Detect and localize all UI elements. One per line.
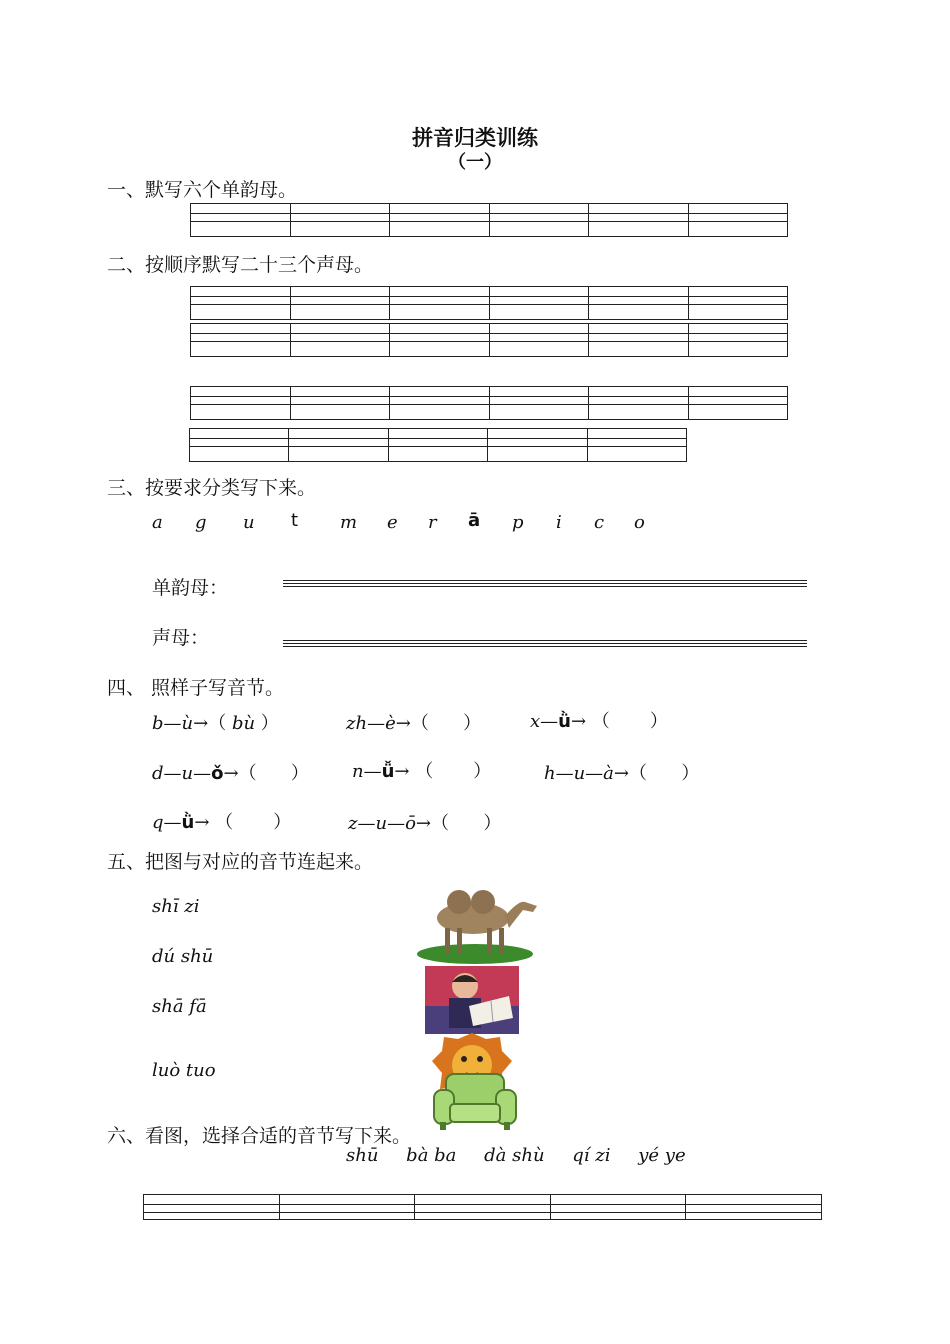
syllable-option-list — [346, 1145, 708, 1166]
syllable-option: yé ye — [638, 1145, 686, 1166]
exercise-syllable-8[interactable]: z—u—ō→（ ） — [348, 813, 502, 834]
letter-item: c — [594, 512, 605, 533]
section-6-heading: 六、看图，选择合适的音节写下来。 — [107, 1125, 412, 1147]
exercise-syllable-2[interactable]: zh—è→（ ） — [346, 713, 482, 734]
writing-grid-1[interactable] — [190, 203, 788, 237]
letter-item: o — [634, 512, 645, 533]
section-4-heading: 四、 照样子写音节。 — [107, 677, 285, 699]
letter-item: u — [243, 512, 255, 533]
section-2-heading: 二、按顺序默写二十三个声母。 — [107, 254, 374, 276]
section-1-heading: 一、默写六个单韵母。 — [107, 179, 298, 201]
syllable-option: dà shù — [484, 1145, 545, 1166]
section-3-heading: 三、按要求分类写下来。 — [107, 477, 317, 499]
matching-syllable[interactable]: luò tuo — [152, 1060, 216, 1081]
writing-grid-2c[interactable] — [190, 386, 788, 420]
exercise-syllable-3[interactable]: x—ǜ→ （ ） — [530, 711, 668, 732]
page-subtitle: （一） — [448, 152, 502, 173]
letter-item: p — [512, 512, 524, 533]
single-finals-label: 单韵母： — [152, 577, 229, 599]
letter-item: a — [152, 512, 163, 533]
exercise-syllable-6[interactable]: h—u—à→（ ） — [544, 763, 700, 784]
writing-grid-2d[interactable] — [189, 428, 687, 462]
letter-item: g — [195, 512, 207, 533]
letter-item: e — [387, 512, 398, 533]
writing-grid-6[interactable] — [143, 1194, 822, 1220]
exercise-syllable-5[interactable]: n—ǚ→ （ ） — [352, 761, 492, 782]
initials-answer-line[interactable] — [283, 640, 807, 647]
letter-item: ā — [468, 510, 481, 531]
section-5-heading: 五、把图与对应的音节连起来。 — [107, 851, 374, 873]
child-reading-image[interactable] — [425, 966, 519, 1034]
letter-item: r — [428, 512, 437, 533]
writing-grid-2b[interactable] — [190, 323, 788, 357]
letter-item: i — [556, 512, 562, 533]
syllable-option: bà ba — [406, 1145, 457, 1166]
writing-grid-2a[interactable] — [190, 286, 788, 320]
syllable-option: shū — [346, 1145, 379, 1166]
matching-syllable[interactable]: shī zi — [152, 896, 200, 917]
page-title: 拼音归类训练 — [412, 125, 538, 150]
matching-syllable[interactable]: shā fā — [152, 996, 207, 1017]
matching-syllable[interactable]: dú shū — [152, 946, 214, 967]
exercise-syllable-7[interactable]: q—ǜ→ （ ） — [152, 812, 292, 833]
initials-label: 声母： — [152, 627, 210, 649]
letter-item: m — [340, 512, 358, 533]
sofa-image[interactable] — [430, 1060, 520, 1132]
example-syllable-1: b—ù→（ bù ） — [152, 713, 279, 734]
syllable-option: qí zi — [572, 1145, 611, 1166]
camel-image[interactable] — [415, 880, 545, 964]
letter-item: t — [291, 510, 299, 531]
exercise-syllable-4[interactable]: d—u—ǒ→（ ） — [152, 763, 309, 784]
single-finals-answer-line[interactable] — [283, 580, 807, 587]
